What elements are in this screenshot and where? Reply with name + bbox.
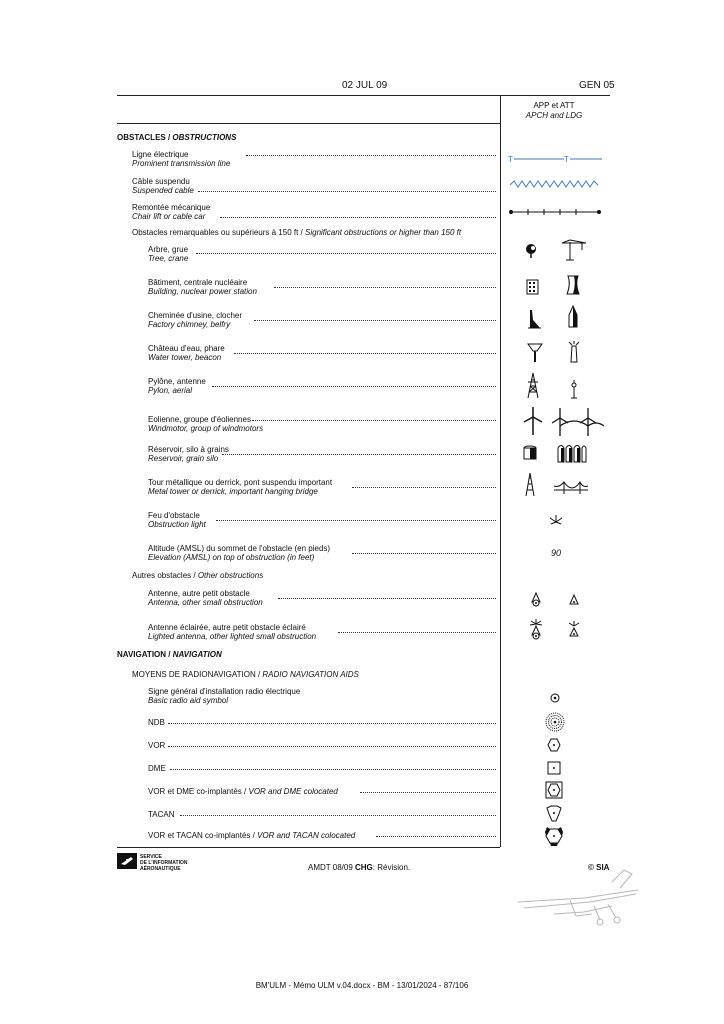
building-icon	[526, 278, 540, 296]
issue-date: 02 JUL 09	[342, 80, 388, 91]
nav-row-dme: DME	[148, 764, 496, 784]
sia-logo-icon	[117, 853, 137, 869]
obstacle-row-chair-lift: Remontée mécanique Chair lift or cable car	[132, 203, 496, 223]
obstacle-row-pylon: Pylône, antenne Pylon, aerial	[148, 377, 496, 397]
column-header	[500, 101, 608, 121]
small-obstruction-icon	[569, 594, 579, 606]
nuclear-plant-icon	[565, 274, 581, 296]
crane-icon	[560, 238, 588, 262]
obstacle-row-windmotor: Eolienne, groupe d'éoliennes Windmotor, group of windmotors	[148, 415, 496, 435]
svg-text:T: T	[508, 155, 513, 164]
nav-row-radio-aid: Signe général d'installation radio électrique Basic radio aid symbol	[148, 687, 301, 705]
chair-lift-icon	[508, 205, 602, 217]
ulm-aircraft-watermark	[514, 862, 646, 934]
tree-icon	[523, 242, 539, 260]
antenna-icon	[530, 592, 542, 608]
radio-aid-icon	[549, 692, 561, 704]
obstacle-row-derrick: Tour métallique ou derrick, pont suspendu important Metal tower or derrick, important hanging bridge	[148, 478, 496, 498]
obstacle-row-water-tower: Château d'eau, phare Water tower, beacon	[148, 344, 496, 364]
derrick-icon	[524, 472, 536, 498]
nav-row-tacan: TACAN	[148, 810, 496, 830]
sia-organization-name: SERVICE DE L'INFORMATION AÉRONAUTIQUE	[140, 854, 188, 872]
ndb-icon	[544, 711, 566, 733]
copyright-notice: © SIA	[588, 863, 610, 872]
document-reference: BM'ULM - Mémo ULM v.04.docx - BM - 13/01/2024 - 87/106	[255, 981, 469, 990]
transmission-line-icon	[508, 152, 604, 164]
elevation-value: 90	[551, 548, 562, 558]
obstacle-row-building: Bâtiment, centrale nucléaire Building, nuclear power station	[148, 278, 496, 298]
beacon-icon	[566, 340, 582, 364]
suspended-cable-icon	[510, 179, 600, 191]
water-tower-icon	[526, 342, 544, 364]
nav-row-vortac: VOR et TACAN co-implantés / VOR and TACAN colocated	[148, 831, 496, 851]
dme-icon	[547, 761, 561, 775]
navigation-heading: NAVIGATION / NAVIGATION	[117, 650, 222, 659]
windmotor-group-icon	[550, 404, 608, 438]
obstacle-row-antenna: Antenne, autre petit obstacle Antenna, other small obstruction	[148, 589, 496, 609]
reservoir-icon	[522, 444, 540, 462]
footer-rule	[117, 847, 500, 848]
obstacle-row-lighted-antenna: Antenne éclairée, autre petit obstacle éclairé Lighted antenna, other lighted small obstruction	[148, 623, 496, 643]
lighted-small-obstruction-icon	[567, 620, 581, 638]
nav-row-vor: VOR	[148, 741, 496, 761]
pylon-icon	[524, 372, 542, 400]
nav-row-ndb: NDB	[148, 718, 496, 738]
windmotor-icon	[520, 405, 546, 437]
obstacles-heading: OBSTACLES / OBSTRUCTIONS	[117, 133, 237, 142]
obstacle-row-tree-crane: Arbre, grue Tree, crane	[148, 245, 496, 265]
tacan-icon	[545, 805, 563, 823]
page-reference: GEN 05	[579, 80, 615, 91]
grain-silo-icon	[556, 442, 588, 466]
column-header-fr: APP et ATT	[533, 101, 575, 110]
radio-aids-heading: MOYENS DE RADIONAVIGATION / RADIO NAVIGATION AIDS	[132, 670, 359, 679]
amendment-info: AMDT 08/09 CHG: Révision.	[308, 863, 411, 872]
nav-row-vor-dme: VOR et DME co-implantés / VOR and DME colocated	[148, 787, 496, 807]
chimney-icon	[526, 306, 542, 330]
vor-icon	[547, 738, 561, 752]
svg-text:T: T	[564, 155, 569, 164]
obstacle-row-elevation: Altitude (AMSL) du sommet de l'obstacle (en pieds) Elevation (AMSL) on top of obstruction (in feet)	[148, 544, 496, 564]
aerial-icon	[568, 378, 580, 400]
significant-obstructions-heading: Obstacles remarquables ou supérieurs à 150 ft / Significant obstructions or higher than 150 ft	[132, 228, 462, 237]
lighted-antenna-icon	[528, 618, 544, 642]
obstacle-row-transmission-line: Ligne électrique Prominent transmission line	[132, 150, 496, 170]
header-rule	[117, 95, 610, 96]
vor-dme-icon	[545, 781, 563, 799]
obstruction-light-icon	[548, 512, 564, 526]
obstacle-row-chimney: Cheminée d'usine, clocher Factory chimney, belfry	[148, 311, 496, 331]
column-divider	[500, 95, 501, 847]
hanging-bridge-icon	[554, 480, 588, 496]
section-rule	[117, 123, 500, 124]
vortac-icon	[544, 826, 564, 846]
other-obstructions-heading: Autres obstacles / Other obstructions	[132, 571, 264, 580]
obstacle-row-reservoir: Réservoir, silo à grains Reservoir, grain silo	[148, 445, 496, 465]
obstacle-row-obstruction-light: Feu d'obstacle Obstruction light	[148, 511, 496, 531]
belfry-icon	[566, 305, 580, 329]
obstacle-row-suspended-cable: Câble suspendu Suspended cable	[132, 177, 496, 197]
column-header-en: APCH and LDG	[525, 111, 583, 120]
